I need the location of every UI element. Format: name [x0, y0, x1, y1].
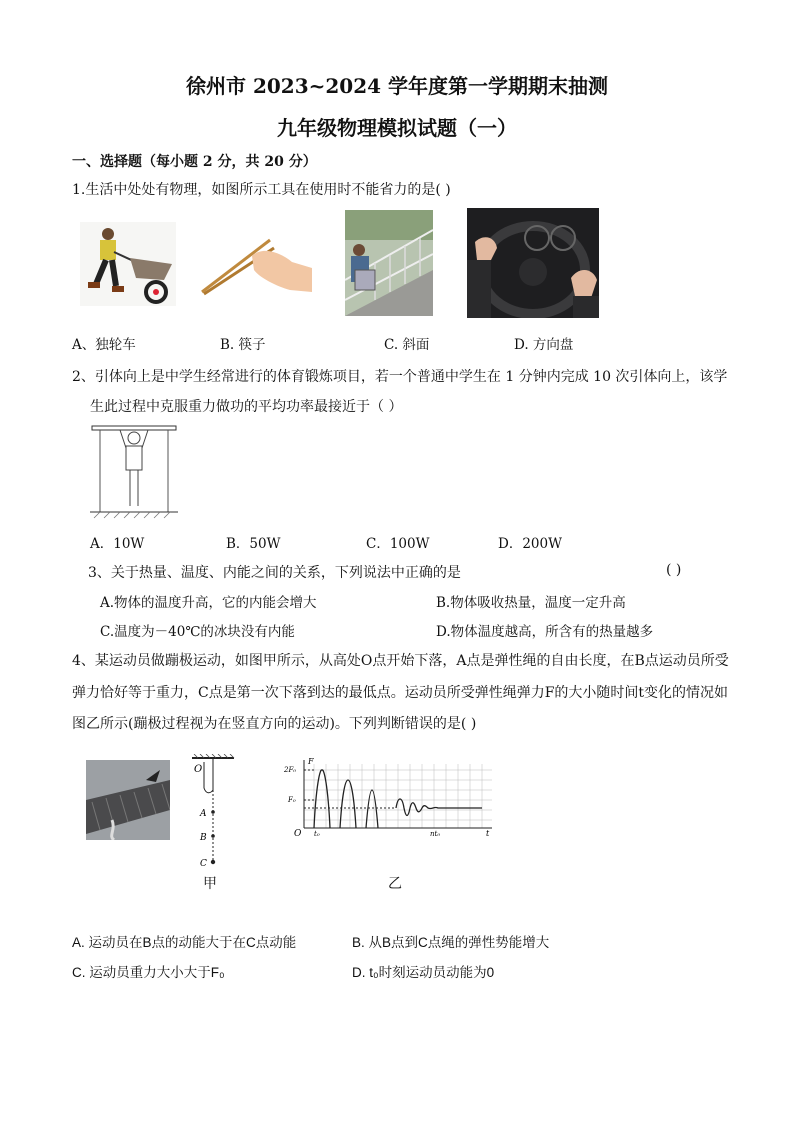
figure-yi-caption: 乙: [388, 876, 402, 892]
graph-origin: O: [294, 829, 302, 839]
q3-option-d: D.物体温度越高，所含有的热量越多: [436, 624, 654, 640]
q4-option-a: A. 运动员在B点的动能大于在C点动能: [72, 935, 297, 950]
ramp-image: [345, 210, 433, 316]
label-B: B: [200, 833, 207, 843]
q1-option-a: A、独轮车: [72, 337, 136, 353]
tick-2F0: 2F₀: [284, 766, 297, 774]
label-O: O: [194, 764, 203, 775]
question-3-stem: 3、关于热量、温度、内能之间的关系，下列说法中正确的是: [88, 565, 461, 581]
question-4-stem: 4、某运动员做蹦极运动，如图甲所示，从高处O点开始下落，A点是弹性绳的自由长度，在B点运动员所受: [72, 653, 729, 669]
wheelbarrow-image: [80, 222, 176, 306]
question-1-stem: 1.生活中处处有物理，如图所示工具在使用时不能省力的是( ): [72, 182, 451, 198]
q2-option-b: B．50W: [226, 536, 281, 552]
q4-option-c: C. 运动员重力大小大于F₀: [72, 965, 225, 980]
steering-wheel-image: [467, 208, 599, 318]
force-time-graph: [282, 756, 494, 840]
exam-subtitle: 九年级物理模拟试题（一）: [277, 116, 517, 140]
bungee-photo: [86, 760, 170, 840]
q4-option-d: D. t₀时刻运动员动能为0: [352, 965, 495, 980]
q3-option-b: B.物体吸收热量，温度一定升高: [436, 595, 626, 611]
graph-y-label: F: [308, 757, 314, 766]
q3-option-c: C.温度为－40℃的冰块没有内能: [100, 624, 295, 640]
tick-nt0: nt₀: [430, 830, 441, 838]
tick-t0: t₀: [314, 830, 320, 838]
pullup-figure: [90, 424, 178, 520]
label-A: A: [200, 809, 207, 819]
question-4-stem-line3: 图乙所示(蹦极过程视为在竖直方向的运动)。下列判断错误的是( ): [72, 716, 477, 732]
graph-x-label: t: [486, 829, 490, 838]
chopsticks-image: [200, 234, 312, 296]
q2-option-c: C．100W: [366, 536, 430, 552]
question-4-stem-line2: 弹力恰好等于重力，C点是第一次下落到达的最低点。运动员所受弹性绳弹力F的大小随时间t变化的情况如: [72, 685, 729, 701]
label-C: C: [200, 859, 207, 869]
tick-F0: F₀: [288, 796, 296, 804]
q1-option-b: B. 筷子: [220, 337, 266, 353]
q2-option-d: D．200W: [498, 536, 562, 552]
q1-option-c: C. 斜面: [384, 337, 430, 353]
question-2-stem-line2: 生此过程中克服重力做功的平均功率最接近于（ ）: [90, 399, 403, 415]
question-2-stem: 2、引体向上是中学生经常进行的体育锻炼项目，若一个普通中学生在 1 分钟内完成 10 次引体向上，该学: [72, 369, 728, 385]
bungee-diagram-jia: [190, 754, 236, 870]
q2-option-a: A．10W: [90, 536, 145, 552]
q3-option-a: A.物体的温度升高，它的内能会增大: [100, 595, 317, 611]
q1-option-d: D. 方向盘: [514, 337, 574, 353]
exam-title: 徐州市 2023~2024 学年度第一学期期末抽测: [185, 74, 608, 98]
section-heading: 一、选择题（每小题 2 分，共 20 分）: [72, 154, 317, 170]
question-3-answer-paren: ( ): [666, 562, 682, 578]
q4-option-b: B. 从B点到C点绳的弹性势能增大: [352, 935, 550, 950]
figure-jia-caption: 甲: [203, 876, 217, 892]
